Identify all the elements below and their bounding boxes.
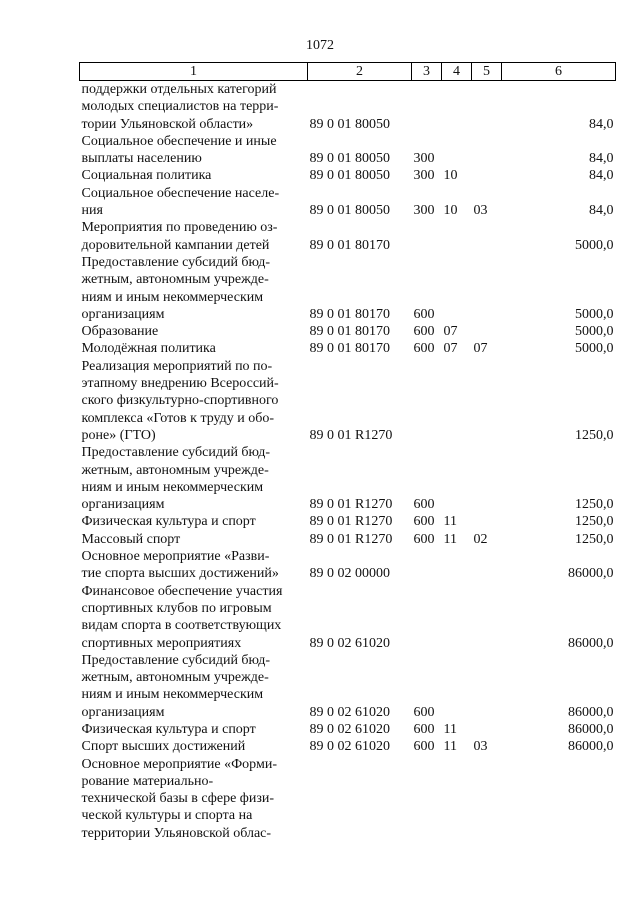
row-col4 <box>442 548 472 583</box>
description-line: Предоставление субсидий бюд- <box>81 445 271 461</box>
row-col4: 11 <box>443 514 457 530</box>
row-amount: 5000,0 <box>575 306 614 322</box>
column-header: 2 <box>308 63 412 81</box>
description-line: Молодёжная политика <box>81 341 216 357</box>
description-line: Предоставление субсидий бюд- <box>81 652 271 668</box>
row-col5 <box>472 219 502 254</box>
row-col3 <box>412 583 442 652</box>
description-line: Социальное обеспечение населе- <box>81 185 280 201</box>
row-description <box>80 721 308 738</box>
row-amount: 86000,0 <box>568 721 614 737</box>
description-line: Основное мероприятие «Разви- <box>81 549 270 565</box>
row-code: 89 0 01 80170 <box>309 306 390 322</box>
row-code: 89 0 01 80170 <box>309 341 390 357</box>
table-header-row <box>80 63 616 81</box>
row-col3: 300 <box>413 168 435 184</box>
description-line: организациям <box>81 497 165 513</box>
row-col4: 10 <box>443 168 458 184</box>
row-col3: 600 <box>413 721 435 737</box>
description-line: Предоставление субсидий бюд- <box>81 254 271 270</box>
row-col5: 02 <box>473 531 488 547</box>
table-row <box>80 254 616 323</box>
row-description <box>80 358 308 444</box>
row-col5 <box>472 254 502 323</box>
column-header: 4 <box>442 63 472 81</box>
row-col4 <box>442 358 472 444</box>
description-line: жетным, автономным учрежде- <box>81 462 269 478</box>
row-amount: 5000,0 <box>575 237 614 253</box>
row-amount: 86000,0 <box>568 704 614 720</box>
column-header: 6 <box>502 63 616 81</box>
description-line: Массовый спорт <box>81 531 181 547</box>
row-col5 <box>472 756 502 842</box>
row-code: 89 0 01 80050 <box>309 151 390 167</box>
description-line: технической базы в сфере физи- <box>81 791 275 807</box>
description-line: выплаты населению <box>81 151 202 167</box>
row-description <box>80 185 308 220</box>
description-line: Образование <box>81 324 159 340</box>
row-code: 89 0 02 61020 <box>309 739 390 755</box>
description-line: Реализация мероприятий по по- <box>81 358 273 374</box>
row-description <box>80 652 308 721</box>
row-description <box>80 738 308 755</box>
row-code: 89 0 02 61020 <box>309 635 390 651</box>
description-line: жетным, автономным учрежде- <box>81 670 269 686</box>
description-line: Физическая культура и спорт <box>81 514 256 530</box>
table-row <box>80 583 616 652</box>
row-description <box>80 444 308 513</box>
description-line: ниям и иным некоммерческим <box>81 479 264 495</box>
row-col5: 03 <box>473 203 488 219</box>
description-line: спортивных мероприятиях <box>81 635 242 651</box>
row-code: 89 0 01 R1270 <box>309 514 393 530</box>
table-row <box>80 340 616 357</box>
row-amount: 1250,0 <box>575 531 614 547</box>
row-code: 89 0 01 80050 <box>309 116 390 132</box>
description-line: ниям и иным некоммерческим <box>81 289 264 305</box>
row-code: 89 0 02 61020 <box>309 704 390 720</box>
description-line: тории Ульяновской области» <box>81 116 254 132</box>
row-code <box>308 756 412 842</box>
row-col3 <box>412 81 442 133</box>
row-amount: 84,0 <box>589 168 614 184</box>
row-col4 <box>442 444 472 513</box>
row-amount: 1250,0 <box>575 427 614 443</box>
row-amount: 1250,0 <box>575 497 614 513</box>
row-code: 89 0 01 R1270 <box>309 531 393 547</box>
row-amount: 84,0 <box>589 151 614 167</box>
row-col3: 600 <box>413 739 435 755</box>
row-description <box>80 531 308 548</box>
description-line: Спорт высших достижений <box>81 739 246 755</box>
row-col3: 600 <box>413 531 435 547</box>
table-row <box>80 756 616 842</box>
row-description <box>80 756 308 842</box>
row-col4 <box>442 219 472 254</box>
row-col3: 300 <box>413 203 435 219</box>
row-code: 89 0 01 80050 <box>309 203 390 219</box>
row-col3 <box>412 358 442 444</box>
row-col5 <box>472 444 502 513</box>
row-col4: 10 <box>443 203 458 219</box>
row-col5 <box>472 133 502 168</box>
row-col4: 11 <box>443 739 457 755</box>
table-row <box>80 219 616 254</box>
column-header: 1 <box>80 63 308 81</box>
row-amount: 86000,0 <box>568 635 614 651</box>
row-description <box>80 219 308 254</box>
row-col5 <box>472 323 502 340</box>
row-amount: 86000,0 <box>568 739 614 755</box>
row-col4: 11 <box>443 721 457 737</box>
table-row <box>80 444 616 513</box>
row-amount: 5000,0 <box>575 324 614 340</box>
description-line: ского физкультурно-спортивного <box>81 393 279 409</box>
row-col4 <box>442 756 472 842</box>
row-description <box>80 133 308 168</box>
row-col5: 07 <box>473 341 488 357</box>
row-col4 <box>442 254 472 323</box>
column-header: 3 <box>412 63 442 81</box>
description-line: Физическая культура и спорт <box>81 721 256 737</box>
description-line: тие спорта высших достижений» <box>81 566 279 582</box>
table-row <box>80 167 616 184</box>
row-amount: 86000,0 <box>568 566 614 582</box>
row-code: 89 0 01 R1270 <box>309 497 393 513</box>
description-line: этапному внедрению Всероссий- <box>81 376 279 392</box>
row-amount <box>502 756 616 842</box>
description-line: ниям и иным некоммерческим <box>81 687 264 703</box>
row-amount: 84,0 <box>589 116 614 132</box>
row-col4: 11 <box>443 531 457 547</box>
table-row <box>80 133 616 168</box>
row-col3: 300 <box>413 151 435 167</box>
description-line: роне» (ГТО) <box>81 427 156 443</box>
row-col4: 07 <box>443 341 458 357</box>
row-description <box>80 583 308 652</box>
row-description <box>80 323 308 340</box>
page-number: 1072 <box>306 38 334 53</box>
row-code: 89 0 02 61020 <box>309 721 390 737</box>
table-row <box>80 323 616 340</box>
row-amount: 84,0 <box>589 203 614 219</box>
row-amount: 1250,0 <box>575 514 614 530</box>
row-description <box>80 167 308 184</box>
table-row <box>80 738 616 755</box>
description-line: Социальное обеспечение и иные <box>81 133 277 149</box>
row-col5 <box>472 652 502 721</box>
row-col3 <box>412 756 442 842</box>
description-line: Мероприятия по проведению оз- <box>81 220 278 236</box>
description-line: территории Ульяновской облас- <box>81 825 272 841</box>
row-code: 89 0 02 00000 <box>309 566 390 582</box>
row-description <box>80 254 308 323</box>
description-line: комплекса «Готов к труду и обо- <box>81 410 275 426</box>
row-col4 <box>442 133 472 168</box>
row-col5 <box>472 358 502 444</box>
row-col3: 600 <box>413 704 435 720</box>
column-header: 5 <box>472 63 502 81</box>
description-line: поддержки отдельных категорий <box>81 82 277 97</box>
description-line: Социальная политика <box>81 168 212 184</box>
table-body <box>80 81 616 843</box>
description-line: Основное мероприятие «Форми- <box>81 756 277 772</box>
description-line: организациям <box>81 704 165 720</box>
description-line: рование материально- <box>81 773 214 789</box>
row-col4 <box>442 81 472 133</box>
row-col3: 600 <box>413 514 435 530</box>
row-description <box>80 513 308 530</box>
row-col5 <box>472 167 502 184</box>
table-row <box>80 548 616 583</box>
table-row <box>80 513 616 530</box>
row-col5: 03 <box>473 739 488 755</box>
row-col4 <box>442 652 472 721</box>
row-col4 <box>442 583 472 652</box>
table-row <box>80 358 616 444</box>
row-col3 <box>412 219 442 254</box>
row-col3 <box>412 548 442 583</box>
row-col4: 07 <box>443 324 458 340</box>
description-line: ческой культуры и спорта на <box>81 808 253 824</box>
row-code: 89 0 01 80170 <box>309 324 390 340</box>
row-col3: 600 <box>413 324 435 340</box>
row-code: 89 0 01 R1270 <box>309 427 393 443</box>
description-line: спортивных клубов по игровым <box>81 600 272 616</box>
row-col3: 600 <box>413 497 435 513</box>
row-code: 89 0 01 80170 <box>309 237 390 253</box>
description-line: видам спорта в соответствующих <box>81 618 282 634</box>
row-col5 <box>472 548 502 583</box>
table-row <box>80 185 616 220</box>
row-col3: 600 <box>413 306 435 322</box>
row-description <box>80 340 308 357</box>
description-line: доровительной кампании детей <box>81 237 270 253</box>
row-col5 <box>472 721 502 738</box>
row-description <box>80 81 308 133</box>
row-col5 <box>472 81 502 133</box>
table-row <box>80 721 616 738</box>
row-col5 <box>472 513 502 530</box>
table-row <box>80 652 616 721</box>
description-line: молодых специалистов на терри- <box>81 99 279 115</box>
table-row <box>80 81 616 133</box>
description-line: ния <box>81 203 103 219</box>
table-row <box>80 531 616 548</box>
budget-table <box>79 62 616 842</box>
row-code: 89 0 01 80050 <box>309 168 390 184</box>
row-amount: 5000,0 <box>575 341 614 357</box>
description-line: жетным, автономным учрежде- <box>81 272 269 288</box>
description-line: Финансовое обеспечение участия <box>81 583 283 599</box>
row-col5 <box>472 583 502 652</box>
row-col3: 600 <box>413 341 435 357</box>
description-line: организациям <box>81 306 165 322</box>
row-description <box>80 548 308 583</box>
